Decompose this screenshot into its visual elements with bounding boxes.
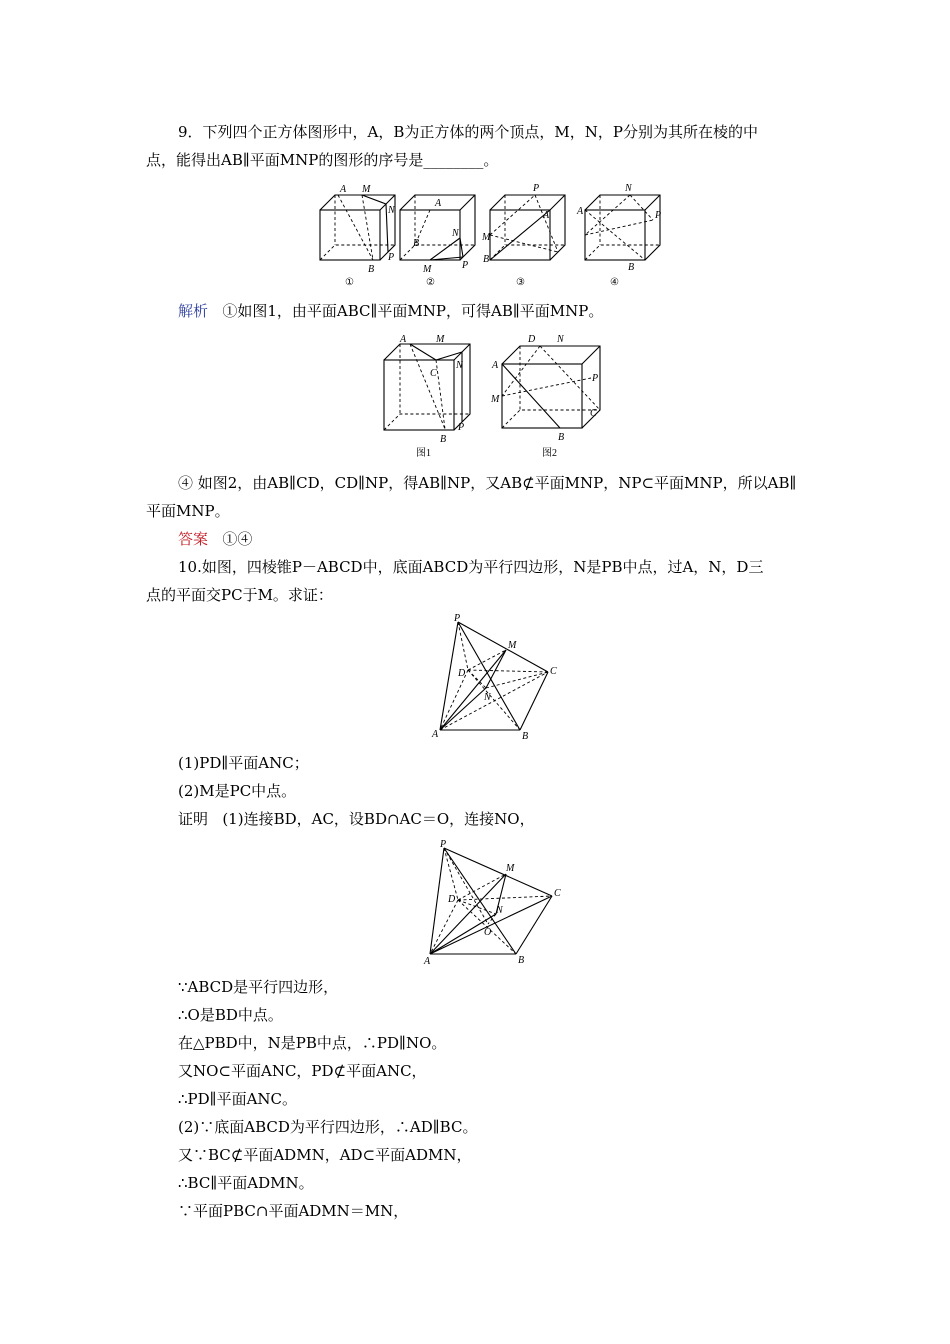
solution-fig1 [384,344,470,430]
q10-label-c: C [550,666,557,677]
f1-label-c: C [430,368,437,379]
f2-label-m: M [491,394,500,405]
solution-line1 [178,300,603,322]
solution-figures [370,332,610,462]
caption-4: ④ [610,277,619,288]
caption-3: ③ [516,277,525,288]
proof-line: ∴PD∥平面ANC。 [178,1090,298,1108]
q10-line1: 10.如图，四棱锥P－ABCD中，底面ABCD为平行四边形，N是PB中点，过A，N，D三 [178,558,764,576]
f1-label-a: A [400,334,407,345]
q10-line2: 点的平面交PC于M。求证： [146,586,333,604]
c1-label-p: P [388,252,395,263]
proof-line: ∵ABCD是平行四边形， [178,978,339,996]
proof-label-a: A [424,956,431,967]
c3-label-b: B [483,254,490,265]
answer-tag: 答案 [178,530,209,548]
solution-line2: ④ 如图2，由AB∥CD，CD∥NP，得AB∥NP，又AB⊄平面MNP，NP⊂平面MNP，所以AB∥ [178,474,797,492]
cube-1 [320,195,395,260]
c4-label-p: P [655,210,662,221]
proof-intro-line [178,808,535,830]
proof-label-n: N [496,905,503,916]
q9-line1: 9．下列四个正方体图形中，A，B为正方体的两个顶点，M，N，P分别为其所在棱的中 [178,123,758,141]
c1-label-n: N [388,205,395,216]
f1-label-p: P [458,422,465,433]
solution-fig2 [502,346,600,428]
q10-label-b: B [522,731,529,742]
q10-label-p: P [454,613,461,624]
f2-label-d: D [528,334,536,345]
c2-label-b: B [413,238,420,249]
q9-cube-figures [300,180,680,290]
c1-label-b: B [368,264,375,275]
f2-label-a: A [492,360,499,371]
c2-label-m: M [423,264,432,275]
c4-label-n: N [625,183,632,194]
c3-label-a: A [543,210,550,221]
f2-label-c: C [590,408,597,419]
q10-part2: (2)M是PC中点。 [178,782,297,800]
proof-tag: 证明 [178,810,209,828]
proof-label-o: O [484,927,492,938]
c3-label-p: P [533,183,540,194]
proof-line: ∵平面PBC∩平面ADMN＝MN， [178,1202,409,1220]
q10-part1: (1)PD∥平面ANC； [178,754,309,772]
cube-4 [585,195,660,260]
f1-label-n: N [456,360,463,371]
fig1-caption: 图1 [416,448,431,459]
proof-line: ∴O是BD中点。 [178,1006,283,1024]
f1-label-b: B [440,434,447,445]
c4-label-b: B [628,262,635,273]
caption-2: ② [426,277,435,288]
f2-label-n: N [557,334,564,345]
proof-intro: (1)连接BD，AC，设BD∩AC＝O，连接NO， [222,810,535,828]
c1-label-a: A [340,184,347,195]
f1-label-m: M [436,334,445,345]
proof-pyramid-figure [420,838,580,968]
q10-label-n: N [484,692,491,703]
solution-tag: 解析 [178,302,209,320]
answer-line [178,528,252,550]
c2-label-n: N [452,228,459,239]
q10-pyramid-figure [420,612,570,742]
c2-label-p: P [462,260,469,271]
proof-label-m: M [506,863,515,874]
q9-line2: 点，能得出AB∥平面MNP的图形的序号是________。 [146,151,499,169]
fig2-caption: 图2 [542,448,557,459]
cube-3 [490,195,565,260]
c2-label-a: A [435,198,442,209]
proof-label-p: P [440,839,447,850]
q10-label-m: M [508,640,517,651]
c1-label-m: M [362,184,371,195]
proof-line: (2)∵底面ABCD为平行四边形，∴AD∥BC。 [178,1118,478,1136]
proof-line: ∴BC∥平面ADMN。 [178,1174,314,1192]
c4-label-a: A [577,206,584,217]
f2-label-b: B [558,432,565,443]
proof-label-d: D [448,894,456,905]
solution-line3: 平面MNP。 [146,502,230,520]
caption-1: ① [345,277,354,288]
answer-value: ①④ [222,530,253,548]
proof-label-b: B [518,955,525,966]
proof-line: 在△PBD中，N是PB中点，∴PD∥NO。 [178,1034,447,1052]
f2-label-p: P [592,373,599,384]
c3-label-m: M [482,232,491,243]
proof-line: 又∵BC⊄平面ADMN，AD⊂平面ADMN， [178,1146,472,1164]
proof-line: 又NO⊂平面ANC，PD⊄平面ANC， [178,1062,427,1080]
proof-label-c: C [554,888,561,899]
solution-text1: ①如图1，由平面ABC∥平面MNP，可得AB∥平面MNP。 [222,302,604,320]
q10-label-a: A [432,729,439,740]
q10-label-d: D [458,668,466,679]
